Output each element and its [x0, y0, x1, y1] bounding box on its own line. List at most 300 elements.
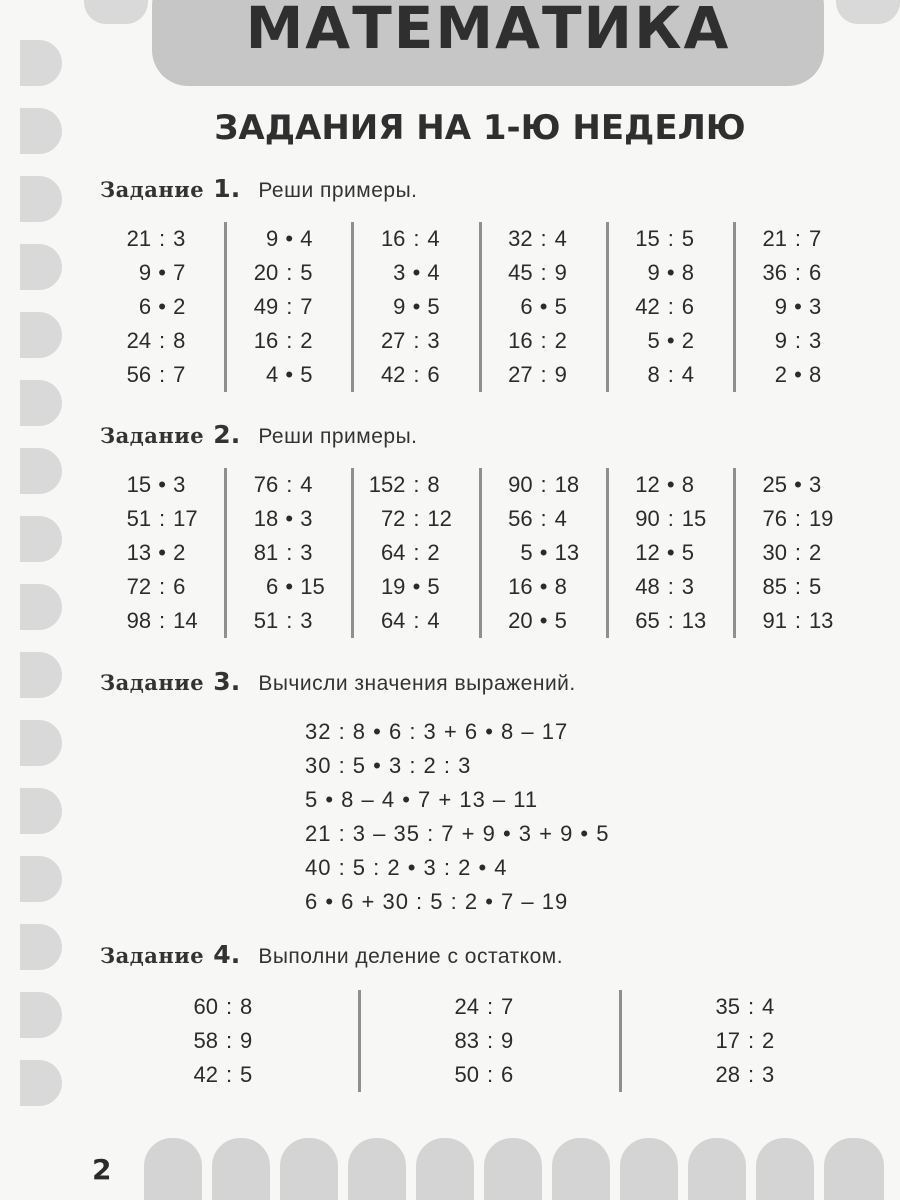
task-4-examples-grid	[100, 990, 880, 1092]
operator: •	[666, 472, 675, 497]
operand-a: 35	[715, 994, 740, 1019]
operand-a: 72	[126, 574, 152, 599]
operand-a: 45	[508, 260, 533, 285]
example-row	[100, 290, 224, 324]
binding-tab	[20, 448, 62, 494]
bottom-tab	[280, 1138, 338, 1200]
binding-tab	[20, 856, 62, 902]
operator: :	[413, 540, 420, 565]
operand-b: 3	[762, 1062, 775, 1087]
example-row	[736, 256, 860, 290]
operator: :	[486, 1028, 494, 1053]
task-instruction: Реши примеры.	[258, 425, 418, 448]
operand-a: 28	[715, 1062, 740, 1087]
operator: :	[540, 472, 547, 497]
operator: •	[285, 362, 294, 387]
operator: :	[794, 608, 801, 633]
operand-b: 15	[300, 574, 325, 599]
example-row	[100, 222, 224, 256]
operand-a: 90	[635, 506, 660, 531]
operand-b: 3	[300, 540, 313, 565]
example-row	[622, 1024, 880, 1058]
examples-column	[619, 990, 880, 1092]
example-row	[354, 536, 478, 570]
operand-b: 3	[173, 226, 186, 251]
binding-tab	[20, 992, 62, 1038]
operand-a: 9	[266, 226, 279, 251]
operand-b: 3	[808, 472, 822, 497]
operand-b: 5	[300, 362, 313, 387]
operand-b: 9	[240, 1028, 253, 1053]
expression: 6 • 6 + 30 : 5 : 2 • 7 – 19	[305, 889, 569, 914]
example-row	[354, 290, 478, 324]
operand-b: 6	[808, 260, 822, 285]
task-word: Задание	[100, 177, 205, 202]
bottom-tab	[348, 1138, 406, 1200]
bottom-tab	[756, 1138, 814, 1200]
operand-a: 19	[380, 574, 406, 599]
example-row	[354, 358, 478, 392]
operand-b: 5	[681, 540, 695, 565]
operand-a: 6	[138, 294, 152, 319]
operand-b: 13	[554, 540, 580, 565]
task-word: Задание	[100, 943, 205, 968]
expression: 21 : 3 – 35 : 7 + 9 • 3 + 9 • 5	[305, 821, 610, 846]
operator: :	[794, 574, 801, 599]
operator: •	[158, 472, 166, 497]
operator: :	[486, 994, 494, 1019]
examples-column	[351, 468, 478, 638]
operator: :	[286, 608, 293, 633]
operator: :	[413, 226, 420, 251]
task-number: 2.	[213, 420, 241, 449]
operand-a: 76	[253, 472, 279, 497]
operator: :	[794, 328, 801, 353]
example-row	[227, 358, 351, 392]
operand-b: 2	[427, 540, 440, 565]
examples-column	[224, 222, 351, 392]
page-subtitle: ЗАДАНИЯ НА 1-Ю НЕДЕЛЮ	[214, 108, 746, 148]
example-row	[227, 570, 351, 604]
operator: :	[286, 540, 293, 565]
operand-b: 4	[300, 226, 313, 251]
operand-a: 64	[380, 540, 406, 565]
example-row	[482, 256, 606, 290]
operand-b: 8	[681, 472, 695, 497]
operand-b: 2	[173, 540, 186, 565]
example-row	[100, 990, 358, 1024]
operator: :	[159, 506, 166, 531]
operand-a: 56	[126, 362, 152, 387]
operand-b: 14	[173, 608, 198, 633]
example-row	[609, 222, 733, 256]
example-row	[100, 1024, 358, 1058]
example-row	[482, 290, 606, 324]
binding-tab	[20, 40, 62, 86]
operand-b: 9	[554, 362, 567, 387]
operand-a: 65	[635, 608, 660, 633]
example-row	[482, 324, 606, 358]
operator: •	[666, 540, 675, 565]
example-row	[100, 1058, 358, 1092]
example-row	[354, 256, 478, 290]
bottom-tab	[416, 1138, 474, 1200]
operand-b: 6	[501, 1062, 514, 1087]
example-row	[100, 256, 224, 290]
operator: •	[285, 226, 294, 251]
operator: :	[413, 472, 420, 497]
operand-a: 60	[193, 994, 218, 1019]
operand-a: 9	[774, 294, 787, 319]
operator: •	[539, 294, 548, 319]
operator: :	[667, 608, 674, 633]
operator: :	[225, 1062, 233, 1087]
operand-a: 98	[126, 608, 152, 633]
examples-column	[733, 222, 860, 392]
operand-b: 3	[300, 506, 313, 531]
operator: :	[413, 608, 420, 633]
operand-b: 7	[808, 226, 822, 251]
operand-a: 36	[762, 260, 787, 285]
example-row	[736, 468, 860, 502]
operand-b: 18	[554, 472, 580, 497]
task-1-heading	[100, 174, 418, 203]
operand-a: 90	[508, 472, 533, 497]
example-row	[736, 290, 860, 324]
bottom-tab	[552, 1138, 610, 1200]
operand-b: 17	[173, 506, 198, 531]
example-row	[482, 604, 606, 638]
examples-column	[224, 468, 351, 638]
operator: :	[794, 226, 801, 251]
operand-b: 6	[427, 362, 440, 387]
operand-b: 8	[427, 472, 440, 497]
operand-b: 2	[681, 328, 695, 353]
example-row	[361, 990, 619, 1024]
operand-b: 3	[173, 472, 186, 497]
operand-a: 64	[380, 608, 406, 633]
operand-a: 15	[126, 472, 152, 497]
examples-column	[351, 222, 478, 392]
task-word: Задание	[100, 670, 205, 695]
example-row	[482, 222, 606, 256]
operator: :	[794, 506, 801, 531]
operand-a: 27	[380, 328, 406, 353]
operand-b: 6	[173, 574, 186, 599]
operand-a: 2	[774, 362, 787, 387]
operand-a: 49	[253, 294, 279, 319]
operator: :	[747, 1062, 755, 1087]
operator: :	[667, 294, 674, 319]
operator: :	[747, 994, 755, 1019]
page-number: 2	[92, 1153, 112, 1186]
expression: 5 • 8 – 4 • 7 + 13 – 11	[305, 787, 539, 812]
example-row	[354, 468, 478, 502]
operator: :	[286, 294, 293, 319]
example-row	[227, 536, 351, 570]
examples-column	[100, 990, 358, 1092]
operator: •	[539, 574, 548, 599]
operand-b: 4	[554, 226, 567, 251]
example-row	[100, 570, 224, 604]
operand-b: 4	[427, 226, 440, 251]
operand-a: 30	[762, 540, 787, 565]
examples-column	[479, 222, 606, 392]
example-row	[227, 502, 351, 536]
example-row	[736, 536, 860, 570]
operand-b: 8	[554, 574, 567, 599]
operator: •	[794, 294, 802, 319]
operator: :	[540, 260, 547, 285]
operator: :	[667, 574, 674, 599]
top-tab	[836, 0, 900, 24]
binding-tab	[20, 380, 62, 426]
expression: 40 : 5 : 2 • 3 : 2 • 4	[305, 855, 508, 880]
operand-b: 4	[681, 362, 695, 387]
example-row	[100, 468, 224, 502]
example-row	[482, 502, 606, 536]
operator: :	[667, 362, 674, 387]
example-row	[227, 222, 351, 256]
operand-b: 3	[681, 574, 695, 599]
top-tab	[84, 0, 148, 24]
operand-b: 2	[762, 1028, 775, 1053]
operand-a: 17	[715, 1028, 740, 1053]
example-row	[482, 570, 606, 604]
binding-tab	[20, 924, 62, 970]
example-row	[609, 358, 733, 392]
operand-a: 24	[454, 994, 479, 1019]
operator: :	[540, 226, 547, 251]
task-instruction: Выполни деление с остатком.	[258, 945, 564, 968]
operator: :	[159, 226, 166, 251]
operator: :	[667, 506, 674, 531]
operator: :	[225, 994, 233, 1019]
operator: :	[413, 362, 420, 387]
operand-a: 32	[508, 226, 533, 251]
example-row	[361, 1058, 619, 1092]
operator: •	[794, 472, 802, 497]
operand-b: 5	[240, 1062, 253, 1087]
binding-tab	[20, 176, 62, 222]
example-row	[609, 570, 733, 604]
operator: •	[539, 540, 548, 565]
bottom-tab	[144, 1138, 202, 1200]
bottom-tab	[484, 1138, 542, 1200]
operand-a: 6	[266, 574, 279, 599]
operand-a: 83	[454, 1028, 479, 1053]
example-row	[622, 990, 880, 1024]
binding-tab	[20, 312, 62, 358]
operator: :	[540, 328, 547, 353]
binding-tab	[20, 584, 62, 630]
operator: :	[286, 472, 293, 497]
operator: •	[794, 362, 802, 387]
example-row	[736, 358, 860, 392]
task-instruction: Реши примеры.	[258, 179, 418, 202]
operator: •	[666, 260, 675, 285]
example-row	[609, 536, 733, 570]
operand-b: 3	[808, 294, 822, 319]
example-row	[354, 324, 478, 358]
operand-a: 50	[454, 1062, 479, 1087]
binding-tab	[20, 652, 62, 698]
example-row	[227, 324, 351, 358]
operator: :	[413, 506, 420, 531]
operator: :	[540, 362, 547, 387]
operand-b: 2	[300, 328, 313, 353]
operand-a: 21	[762, 226, 787, 251]
operand-a: 20	[508, 608, 533, 633]
example-row	[354, 502, 478, 536]
example-row	[609, 256, 733, 290]
example-row	[609, 604, 733, 638]
example-row	[622, 1058, 880, 1092]
operand-a: 5	[647, 328, 660, 353]
operand-a: 16	[508, 328, 533, 353]
example-row	[227, 256, 351, 290]
operand-a: 9	[647, 260, 660, 285]
operand-b: 4	[762, 994, 775, 1019]
example-row	[736, 570, 860, 604]
operator: :	[794, 540, 801, 565]
example-row	[609, 324, 733, 358]
operand-a: 24	[126, 328, 152, 353]
operand-b: 7	[173, 260, 186, 285]
operand-a: 42	[380, 362, 406, 387]
example-row	[100, 324, 224, 358]
operand-b: 8	[240, 994, 253, 1019]
operand-b: 6	[681, 294, 695, 319]
operand-b: 3	[300, 608, 313, 633]
operand-a: 27	[508, 362, 533, 387]
example-row	[609, 502, 733, 536]
title-banner	[152, 0, 824, 86]
example-row	[100, 604, 224, 638]
operator: :	[225, 1028, 233, 1053]
operator: :	[486, 1062, 494, 1087]
operand-b: 5	[427, 574, 440, 599]
operand-a: 51	[253, 608, 279, 633]
operand-b: 2	[554, 328, 567, 353]
operand-a: 152	[368, 472, 406, 497]
example-row	[354, 222, 478, 256]
examples-column	[606, 468, 733, 638]
operator: :	[159, 608, 166, 633]
operator: •	[539, 608, 548, 633]
operand-b: 9	[501, 1028, 514, 1053]
task-3-heading	[100, 667, 576, 696]
operand-a: 72	[380, 506, 406, 531]
operand-b: 2	[808, 540, 822, 565]
binding-tab	[20, 720, 62, 766]
task-number: 4.	[213, 940, 241, 969]
operator: •	[158, 294, 166, 319]
operator: •	[412, 294, 421, 319]
task-number: 1.	[213, 174, 241, 203]
operand-b: 12	[427, 506, 452, 531]
expression: 30 : 5 • 3 : 2 : 3	[305, 753, 472, 778]
operand-b: 7	[501, 994, 514, 1019]
examples-column	[100, 222, 224, 392]
operator: :	[286, 328, 293, 353]
operand-a: 6	[520, 294, 533, 319]
examples-column	[358, 990, 619, 1092]
operand-a: 9	[774, 328, 787, 353]
operand-b: 5	[427, 294, 440, 319]
operand-a: 20	[253, 260, 279, 285]
operand-a: 3	[393, 260, 406, 285]
operand-a: 8	[647, 362, 660, 387]
task-4-heading	[100, 940, 563, 969]
examples-column	[100, 468, 224, 638]
operand-a: 42	[635, 294, 660, 319]
operator: :	[540, 506, 547, 531]
binding-tab	[20, 244, 62, 290]
operand-a: 21	[126, 226, 152, 251]
example-row	[482, 536, 606, 570]
bottom-tab	[824, 1138, 884, 1200]
operand-a: 4	[266, 362, 279, 387]
example-row	[609, 468, 733, 502]
example-row	[361, 1024, 619, 1058]
examples-column	[733, 468, 860, 638]
example-row	[482, 358, 606, 392]
operand-b: 4	[427, 260, 440, 285]
operator: •	[666, 328, 675, 353]
operator: :	[667, 226, 674, 251]
operand-b: 8	[681, 260, 695, 285]
example-row	[354, 570, 478, 604]
operand-b: 4	[554, 506, 567, 531]
bottom-tab	[688, 1138, 746, 1200]
binding-tab	[20, 788, 62, 834]
operand-a: 42	[193, 1062, 218, 1087]
binding-tab	[20, 1060, 62, 1106]
operator: :	[159, 362, 166, 387]
operand-b: 9	[554, 260, 567, 285]
operand-a: 5	[520, 540, 533, 565]
task-2-examples-grid	[100, 468, 860, 638]
operand-b: 19	[808, 506, 834, 531]
task-instruction: Вычисли значения выражений.	[258, 672, 576, 695]
operand-b: 8	[173, 328, 186, 353]
operand-b: 3	[808, 328, 822, 353]
operator: :	[747, 1028, 755, 1053]
operand-a: 16	[508, 574, 533, 599]
operator: •	[285, 506, 294, 531]
operand-b: 4	[427, 608, 440, 633]
operand-a: 18	[253, 506, 279, 531]
task-2-heading	[100, 420, 418, 449]
examples-column	[479, 468, 606, 638]
example-row	[736, 222, 860, 256]
operand-a: 56	[508, 506, 533, 531]
operator: :	[286, 260, 293, 285]
operator: •	[158, 540, 166, 565]
example-row	[227, 468, 351, 502]
operator: •	[412, 574, 421, 599]
operand-b: 5	[554, 294, 567, 319]
example-row	[227, 604, 351, 638]
operator: •	[285, 574, 294, 599]
operand-a: 12	[635, 540, 660, 565]
operand-a: 76	[762, 506, 787, 531]
operand-b: 7	[300, 294, 313, 319]
examples-column	[606, 222, 733, 392]
expression: 32 : 8 • 6 : 3 + 6 • 8 – 17	[305, 719, 569, 744]
operand-b: 5	[808, 574, 822, 599]
